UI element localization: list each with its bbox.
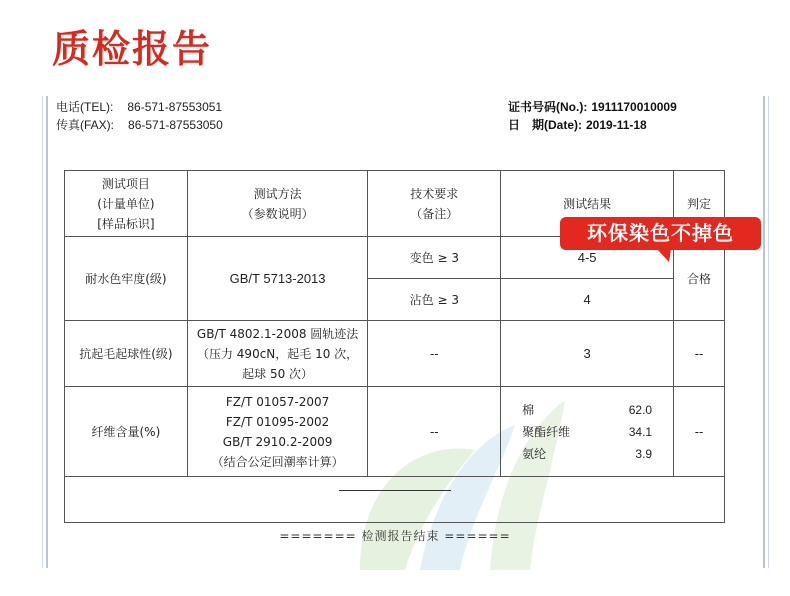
page-title: 质检报告 <box>52 27 213 71</box>
col-header-item-line1: 测试项目 <box>101 176 150 191</box>
fiber-method-line2: FZ/T 01095-2002 <box>225 414 330 429</box>
col-header-method-line2: （参数说明） <box>241 206 314 221</box>
eco-dye-badge: 环保染色不掉色 <box>560 217 761 250</box>
pilling-method-line3: 起球 50 次） <box>242 366 314 381</box>
fiber-method <box>187 387 368 477</box>
col-header-requirement <box>368 171 501 237</box>
pilling-item: 抗起毛起球性(级) <box>65 321 188 387</box>
cert-value: 1911170010009 <box>591 100 677 114</box>
fiber-method-line1: FZ/T 01057-2007 <box>225 394 330 409</box>
pilling-method-line2: （压力 490cN，起毛 10 次， <box>196 346 359 361</box>
fiber-name: 聚酯纤维 <box>522 424 571 439</box>
colorfast-req-change: 变色 ≥ 3 <box>368 237 501 279</box>
fiber-results <box>501 387 674 477</box>
fiber-name: 棉 <box>522 402 535 417</box>
date-label: 日 期(Date): <box>508 118 582 132</box>
col-header-req-line2: （备注） <box>410 206 459 221</box>
colorfast-item: 耐水色牢度(级) <box>65 237 188 321</box>
colorfast-req-stain: 沾色 ≥ 3 <box>368 279 501 321</box>
fiber-requirement: -- <box>368 387 501 477</box>
report-end-marker: ======= 检测报告结束 ====== <box>279 529 511 543</box>
fiber-judgement: -- <box>674 387 725 477</box>
col-header-item-line2: (计量单位) <box>97 196 155 211</box>
fiber-method-line4: （结合公定回潮率计算） <box>211 454 344 469</box>
pilling-result: 3 <box>501 321 674 387</box>
col-header-item <box>65 171 188 237</box>
colorfast-judgement: 合格 <box>674 237 725 321</box>
badge-pointer <box>657 249 671 262</box>
table-blank-row <box>65 477 725 523</box>
fiber-name: 氨纶 <box>522 446 547 461</box>
cert-label: 证书号码(No.): <box>508 100 588 114</box>
pilling-requirement: -- <box>368 321 501 387</box>
col-header-result: 测试结果 <box>501 171 674 237</box>
colorfast-result-change: 4-5 <box>501 237 674 279</box>
pilling-method <box>187 321 368 387</box>
fiber-value: 62.0 <box>628 402 653 417</box>
right-border-line-thin <box>768 96 769 568</box>
table-row <box>65 387 725 477</box>
colorfast-result-stain: 4 <box>501 279 674 321</box>
col-header-method-line1: 测试方法 <box>253 186 302 201</box>
col-header-req-line1: 技术要求 <box>410 186 459 201</box>
right-border-line <box>763 96 765 568</box>
date-value: 2019-11-18 <box>586 118 647 132</box>
col-header-judgement: 判定 <box>674 171 725 237</box>
fiber-value: 34.1 <box>628 424 653 439</box>
contact-info <box>56 98 223 134</box>
pilling-method-line1: GB/T 4802.1-2008 圆轨迹法 <box>196 326 359 341</box>
left-border-line-thin <box>42 96 43 568</box>
col-header-item-line3: [样品标识] <box>97 216 155 231</box>
certificate-info <box>508 98 677 134</box>
pilling-judgement: -- <box>674 321 725 387</box>
fax-value: 86-571-87553050 <box>128 118 223 132</box>
colorfast-method: GB/T 5713-2013 <box>187 237 368 321</box>
tel-value: 86-571-87553051 <box>127 100 223 114</box>
fax-label: 传真(FAX): <box>56 118 115 132</box>
left-border-line <box>46 96 48 568</box>
fiber-item: 纤维含量(%) <box>65 387 188 477</box>
blank-cell <box>65 477 725 523</box>
fiber-value: 3.9 <box>635 446 653 461</box>
col-header-method <box>187 171 368 237</box>
table-row <box>65 321 725 387</box>
tel-label: 电话(TEL): <box>56 100 114 114</box>
fiber-method-line3: GB/T 2910.2-2009 <box>222 434 333 449</box>
signature-line <box>339 490 451 491</box>
